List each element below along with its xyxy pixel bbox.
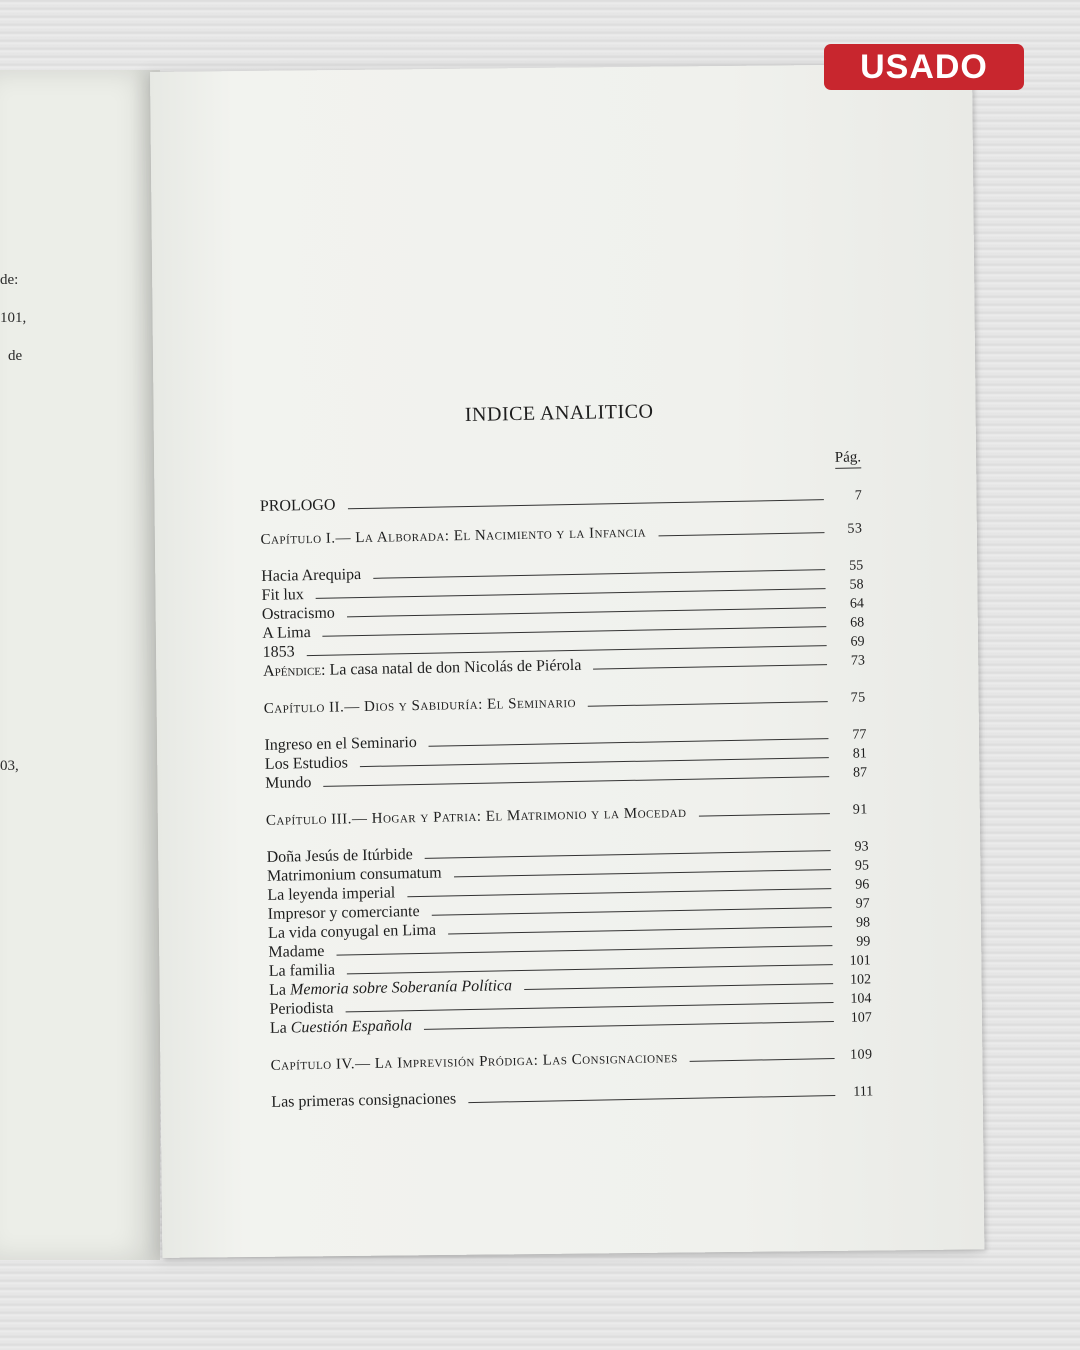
toc-entry-page: 96	[855, 877, 870, 893]
chapter-page: 75	[850, 690, 866, 706]
toc-chapter-3	[266, 800, 868, 831]
appendix-title: La casa natal de don Nicolás de Piérola	[329, 656, 582, 679]
toc-entry-label: Doña Jesús de Itúrbide	[266, 846, 413, 866]
dot-leader	[454, 869, 831, 877]
toc-chapter-4	[270, 1045, 872, 1076]
table-of-contents	[258, 396, 873, 1112]
left-page-fragment: de:	[0, 272, 19, 288]
dot-leader	[588, 701, 828, 707]
toc-entry-label: Fit lux	[261, 586, 304, 604]
dot-leader	[593, 664, 827, 669]
toc-entry-label: Hacia Arequipa	[261, 566, 362, 585]
chapter-title: Capítulo I.— La Alborada: El Nacimiento y la Infancia	[260, 524, 647, 548]
chapter-title: Capítulo III.— Hogar y Patria: El Matrimonio y la Mocedad	[265, 804, 687, 829]
left-page-fragment: 03,	[0, 758, 19, 774]
toc-entry-page: 107	[850, 1010, 872, 1026]
toc-entry-page: 98	[855, 915, 871, 931]
toc-entry-label: Periodista	[269, 999, 334, 1018]
toc-entry-label: Matrimonium consumatum	[266, 864, 442, 885]
toc-entry-label: Ostracismo	[261, 604, 335, 623]
toc-entry-page: 102	[849, 972, 872, 988]
dot-leader	[658, 532, 824, 536]
toc-entry-page: 95	[854, 858, 870, 874]
dot-leader	[424, 1021, 834, 1030]
dot-leader	[699, 813, 830, 817]
chapter-title: Capítulo II.— Dios y Sabiduría: El Seminario	[263, 694, 577, 717]
chapter-page: 109	[849, 1047, 873, 1063]
chapter-page: 91	[852, 802, 868, 818]
toc-entry-label: Las primeras consignaciones	[271, 1090, 457, 1111]
toc-entry-label: A Lima	[262, 624, 311, 642]
dot-leader	[348, 499, 824, 509]
italic-title: Cuestión Española	[290, 1017, 413, 1037]
toc-entry-page: 7	[854, 488, 862, 504]
toc-chapter-1	[260, 519, 862, 550]
dot-leader	[323, 776, 829, 787]
toc-entry-label: Mundo	[265, 774, 312, 792]
toc-entry-page: 73	[850, 653, 866, 669]
toc-entry-page: 97	[855, 896, 870, 912]
appendix-prefix: Apéndice:	[262, 661, 326, 680]
page-column-header: Pág.	[259, 449, 861, 478]
toc-entry-label: Madame	[268, 942, 325, 961]
italic-title: Memoria sobre Soberanía Política	[289, 977, 513, 999]
toc-entry-page: 55	[849, 558, 864, 574]
toc-entry-page: 93	[854, 839, 869, 855]
left-page-fragment: 101,	[0, 310, 27, 326]
toc-entry-label: La Cuestión Española	[269, 1017, 413, 1037]
used-badge: USADO	[824, 44, 1024, 90]
left-page-fragment: de	[8, 348, 23, 364]
toc-entry-label: Ingreso en el Seminario	[264, 734, 418, 754]
toc-entry-label: La vida conyugal en Lima	[267, 921, 437, 942]
toc-entry-label: La Memoria sobre Soberanía Política	[269, 977, 513, 999]
toc-entry-label: Impresor y comerciante	[267, 902, 420, 923]
toc-chapter-2	[264, 688, 866, 719]
toc-entry-label: La familia	[268, 961, 336, 980]
toc-entry-page: 64	[849, 596, 865, 612]
toc-entry-page: 81	[852, 746, 867, 762]
chapter-page: 53	[847, 521, 863, 537]
dot-leader	[524, 983, 833, 990]
toc-entry-page: 99	[856, 934, 871, 950]
toc-title: INDICE ANALITICO	[464, 400, 654, 427]
dot-leader	[690, 1058, 835, 1062]
left-page	[0, 70, 160, 1260]
toc-entry-label: PROLOGO	[259, 496, 336, 515]
toc-entry-page: 69	[850, 634, 865, 650]
toc-entry-prologue	[260, 486, 862, 517]
toc-entry-page: 104	[850, 991, 872, 1007]
toc-entry-page: 58	[849, 577, 864, 593]
dot-leader	[468, 1095, 835, 1103]
toc-entry-label: Los Estudios	[264, 754, 349, 773]
toc-entry-label: 1853	[262, 643, 295, 661]
toc-entry-page: 111	[853, 1084, 874, 1100]
toc-entry-page: 77	[852, 727, 867, 743]
chapter-title: Capítulo IV.— La Imprevisión Pródiga: Las Consignaciones	[270, 1050, 678, 1074]
toc-entry-page: 101	[849, 953, 871, 969]
toc-entry-label: La leyenda imperial	[267, 884, 396, 904]
toc-entry-page: 68	[850, 615, 865, 631]
toc-entry-page: 87	[852, 765, 868, 781]
